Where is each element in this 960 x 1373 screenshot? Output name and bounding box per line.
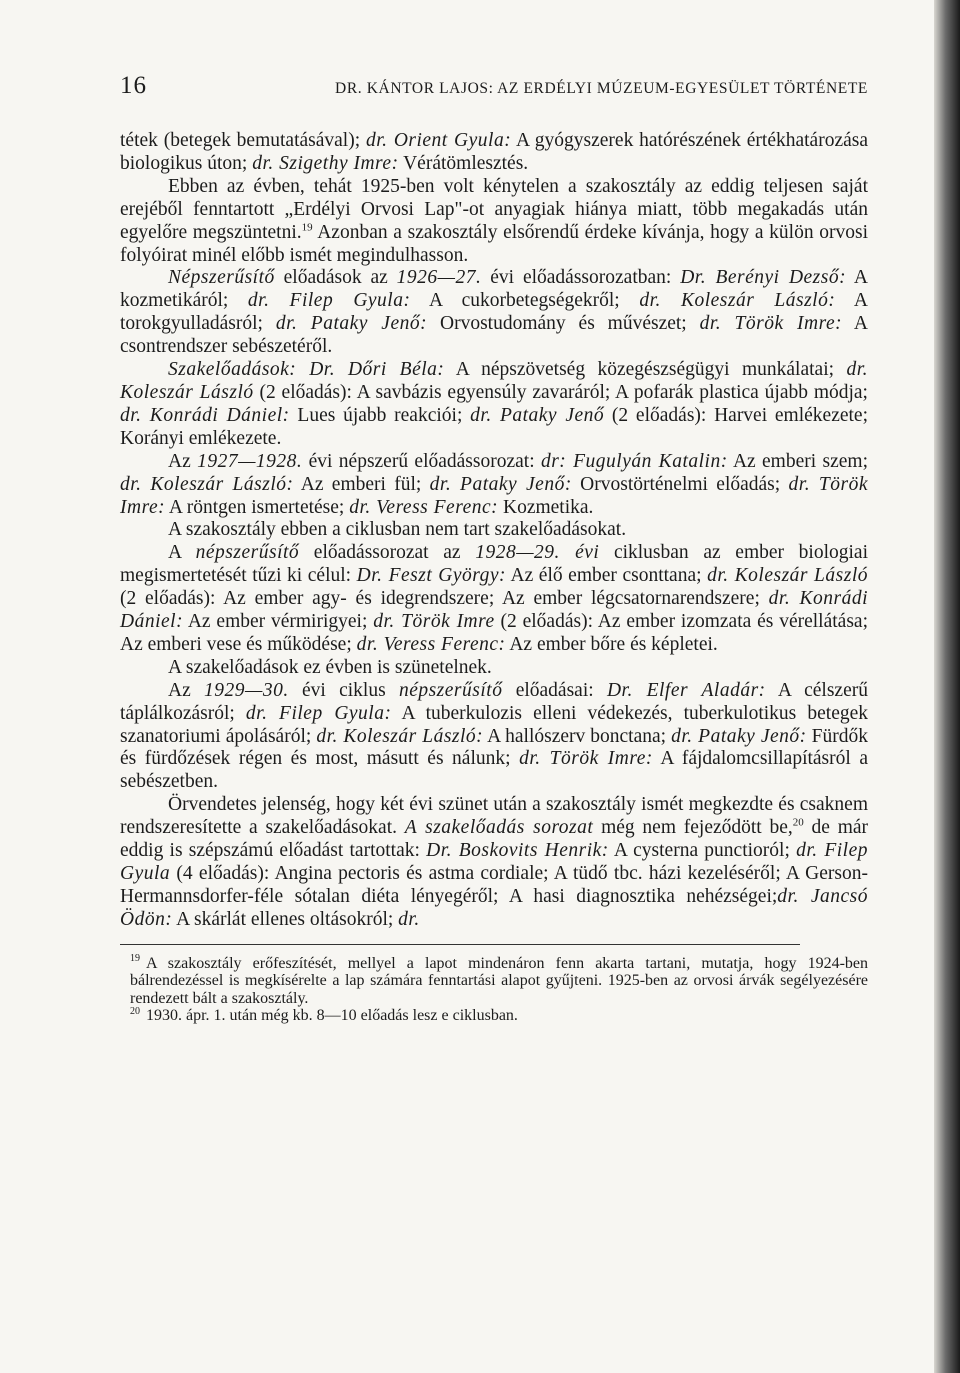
text-run: A skárlát ellenes oltásokról; bbox=[172, 908, 399, 930]
italic-text: Dr. Elfer Aladár: bbox=[606, 679, 766, 701]
italic-text: dr. Koleszár László: bbox=[639, 290, 836, 312]
italic-text: dr. Koleszár László bbox=[707, 565, 869, 587]
paragraph bbox=[120, 542, 868, 657]
footnote-text: 1930. ápr. 1. után még kb. 8—10 előadás lesz e ciklusban. bbox=[146, 1007, 518, 1025]
book-page bbox=[120, 72, 868, 1025]
text-run: A cysterna punctioról; bbox=[608, 840, 797, 862]
italic-text: dr. Koleszár László: bbox=[316, 725, 484, 747]
text-run: A csontrendszer sebészetéről. bbox=[120, 313, 868, 358]
text-run: évi népszerű előadássorozat: bbox=[302, 450, 541, 472]
text-run: Az élő ember csonttana; bbox=[506, 565, 708, 587]
text-run: előadásai: bbox=[502, 679, 607, 701]
text-run: A fájdalomcsillapításról a sebészetben. bbox=[120, 748, 868, 793]
paragraph bbox=[120, 176, 868, 268]
text-run: A tuberkulozis elleni védekezés, tuberkulotikus betegek szanatoriumi ápolásáról; bbox=[120, 702, 869, 747]
italic-text: dr. Jancsó Ödön: bbox=[120, 885, 868, 930]
text-run: Az emberi fül; bbox=[293, 473, 430, 495]
text-run: A hallószerv bonctana; bbox=[483, 725, 672, 747]
italic-text: dr. Filep Gyula: bbox=[245, 702, 392, 724]
page-header bbox=[120, 72, 868, 100]
footnote-mark: 20 bbox=[130, 1005, 140, 1017]
text-run: Ebben az évben, tehát 1925-ben volt kénytelen a szakosztály az eddig teljesen saját erejéből fenntartott „Erdélyi Orvosi Lap"-ot anyagiak hiánya miatt, több megakadás után egyelőre megszüntetni. bbox=[120, 175, 868, 243]
italic-text: dr. Török Imre: bbox=[120, 473, 868, 518]
text-run: Az bbox=[168, 679, 205, 701]
italic-text: dr. Konrádi Dániel: bbox=[120, 588, 868, 633]
footnote bbox=[130, 955, 868, 1008]
text-run: Vérátömlesztés. bbox=[398, 152, 529, 174]
paragraph bbox=[120, 267, 868, 359]
text-run: A szakelőadások ez évben is szünetelnek. bbox=[168, 656, 492, 678]
paragraph bbox=[120, 359, 868, 451]
text-run: Azonban a szakosztály elsőrendű érdeke kívánja, hogy a külön orvosi folyóirat minél előbb ismét megindulhasson. bbox=[120, 221, 868, 266]
footnotes bbox=[120, 955, 868, 1025]
paragraph bbox=[120, 794, 868, 931]
italic-text: Dr. Boskovits Henrik: bbox=[426, 840, 609, 862]
text-run: (2 előadás): Harvei emlékezete; Korányi emlékezete. bbox=[120, 404, 868, 449]
text-run: Kozmetika. bbox=[498, 496, 594, 518]
italic-text: Népszerűsítő bbox=[168, 267, 275, 289]
text-run: A bbox=[168, 542, 196, 564]
text-run: Orvostudomány és művészet; bbox=[427, 313, 700, 335]
italic-text: dr. Török Imre: bbox=[699, 313, 843, 335]
body-text bbox=[120, 130, 868, 932]
footnote-reference: 20 bbox=[792, 816, 804, 829]
footnote-rule bbox=[120, 944, 800, 945]
running-head: DR. KÁNTOR LAJOS: AZ ERDÉLYI MÚZEUM-EGYESÜLET TÖRTÉNETE bbox=[335, 80, 868, 97]
text-run: (2 előadás): Az ember izomzata és vérellátása; Az emberi vese és működése; bbox=[120, 611, 868, 655]
italic-text: dr. Veress Ferenc: bbox=[349, 496, 499, 518]
italic-text: A szakelőadás sorozat bbox=[404, 817, 594, 839]
footnote-text: A szakosztály erőfeszítését, mellyel a lapot mindenáron fenn akarta tartani, mutatja, hogy 1924-ben bálrendezéssel is megkísérelte a lap számára fenntartási alapot gyűjteni. 1925-ben az orvosi árvák segélyezésére rendezett bált a szakosztály. bbox=[130, 954, 868, 1007]
text-run: A szakosztály ebben a ciklusban nem tart szakelőadásokat. bbox=[168, 519, 627, 541]
text-run: A gyógyszerek hatórészének értékhatározása biologikus úton; bbox=[120, 130, 868, 174]
text-run: (2 előadás): A savbázis egyensúly zavaráról; A pofarák plastica újabb módja; bbox=[253, 381, 868, 403]
italic-text: dr. Filep Gyula: bbox=[247, 290, 411, 312]
text-run: (2 előadás): Az ember agy- és idegrendszere; Az ember légcsatornarendszere; bbox=[120, 588, 769, 610]
text-run: (4 előadás): Angina pectoris és astma cordiale; A tüdő tbc. házi kezeléséről; A Gerson-Hermannsdorfer-féle sótalan diéta lényegéről; A hasi diagnosztika nehézségei; bbox=[120, 863, 868, 907]
italic-text: 1926—27. bbox=[396, 267, 482, 289]
footnote bbox=[130, 1007, 868, 1025]
text-run: de már eddig is szépszámú előadást tartottak: bbox=[120, 817, 869, 862]
italic-text: népszerűsítő bbox=[195, 542, 300, 564]
italic-text: dr: Fugulyán Katalin: bbox=[540, 450, 728, 472]
italic-text: dr. Koleszár László: bbox=[120, 473, 294, 495]
italic-text: dr. Pataky Jenő: bbox=[275, 313, 428, 335]
text-run: Az ember vérmirigyei; bbox=[183, 611, 374, 633]
italic-text: népszerűsítő bbox=[398, 679, 503, 701]
text-run: évi ciklus bbox=[288, 679, 399, 701]
paragraph bbox=[120, 680, 868, 795]
paragraph bbox=[120, 130, 868, 176]
italic-text: dr. Török Imre: bbox=[519, 748, 653, 770]
page-edge-shadow bbox=[934, 0, 960, 1373]
text-run: A röntgen ismertetése; bbox=[165, 496, 350, 518]
italic-text: dr. Pataky Jenő: bbox=[429, 473, 572, 495]
paragraph bbox=[120, 451, 868, 520]
footnote-mark: 19 bbox=[130, 953, 140, 965]
text-run: A cukorbetegségekről; bbox=[410, 290, 640, 312]
italic-text: Szakelőadások: Dr. Dőri Béla: bbox=[168, 359, 445, 381]
text-run: ciklusban az ember biologiai megismertetését tűzi ki célul: bbox=[120, 542, 868, 587]
paragraph bbox=[120, 657, 868, 680]
paragraph bbox=[120, 519, 868, 542]
italic-text: 1928—29. évi bbox=[475, 542, 600, 564]
italic-text: Dr. Berényi Dezső: bbox=[680, 267, 847, 289]
footnote-reference: 19 bbox=[301, 221, 313, 234]
text-run: Örvendetes jelenség, hogy két évi szünet után a szakosztály ismét megkezdte és csaknem rendszeresítette a szakelőadásokat. bbox=[120, 794, 868, 839]
text-run: Lues újabb reakciói; bbox=[289, 404, 471, 426]
italic-text: dr. Pataky Jenő: bbox=[671, 725, 807, 747]
italic-text: dr. Török Imre bbox=[373, 611, 495, 633]
text-run: Orvostörténelmi előadás; bbox=[571, 473, 789, 495]
text-run: tétek (betegek bemutatásával); bbox=[120, 130, 366, 151]
text-run: Az emberi szem; bbox=[727, 450, 868, 472]
italic-text: dr. Orient Gyula: bbox=[365, 130, 512, 151]
page-number: 16 bbox=[120, 72, 147, 99]
text-run: Az ember bőre és képletei. bbox=[505, 633, 718, 655]
italic-text: dr. Veress Ferenc: bbox=[356, 633, 506, 655]
text-run: Fürdők és fürdőzések régen és most, másutt és nálunk; bbox=[120, 725, 868, 770]
text-run: előadássorozat az bbox=[299, 542, 476, 564]
italic-text: Dr. Feszt György: bbox=[356, 565, 507, 587]
italic-text: dr. Szigethy Imre: bbox=[252, 152, 399, 174]
text-run: A népszövetség közegészségügyi munkálatai; bbox=[444, 359, 847, 381]
italic-text: 1927—1928. bbox=[197, 450, 303, 472]
text-run: évi előadássorozatban: bbox=[481, 267, 681, 289]
text-run: A torokgyulladásról; bbox=[120, 290, 868, 335]
text-run: Az bbox=[168, 450, 198, 472]
text-run: A célszerű táplálkozásról; bbox=[120, 679, 868, 724]
italic-text: dr. Filep Gyula bbox=[120, 840, 869, 884]
italic-text: dr. Konrádi Dániel: bbox=[120, 404, 290, 426]
italic-text: dr. bbox=[398, 908, 420, 930]
italic-text: dr. Pataky Jenő bbox=[470, 404, 605, 426]
text-run: előadások az bbox=[274, 267, 397, 289]
italic-text: dr. Koleszár László bbox=[120, 359, 868, 403]
text-run: még nem fejeződött be, bbox=[593, 817, 793, 839]
italic-text: 1929—30. bbox=[204, 679, 289, 701]
text-run: A kozmetikáról; bbox=[120, 267, 868, 312]
